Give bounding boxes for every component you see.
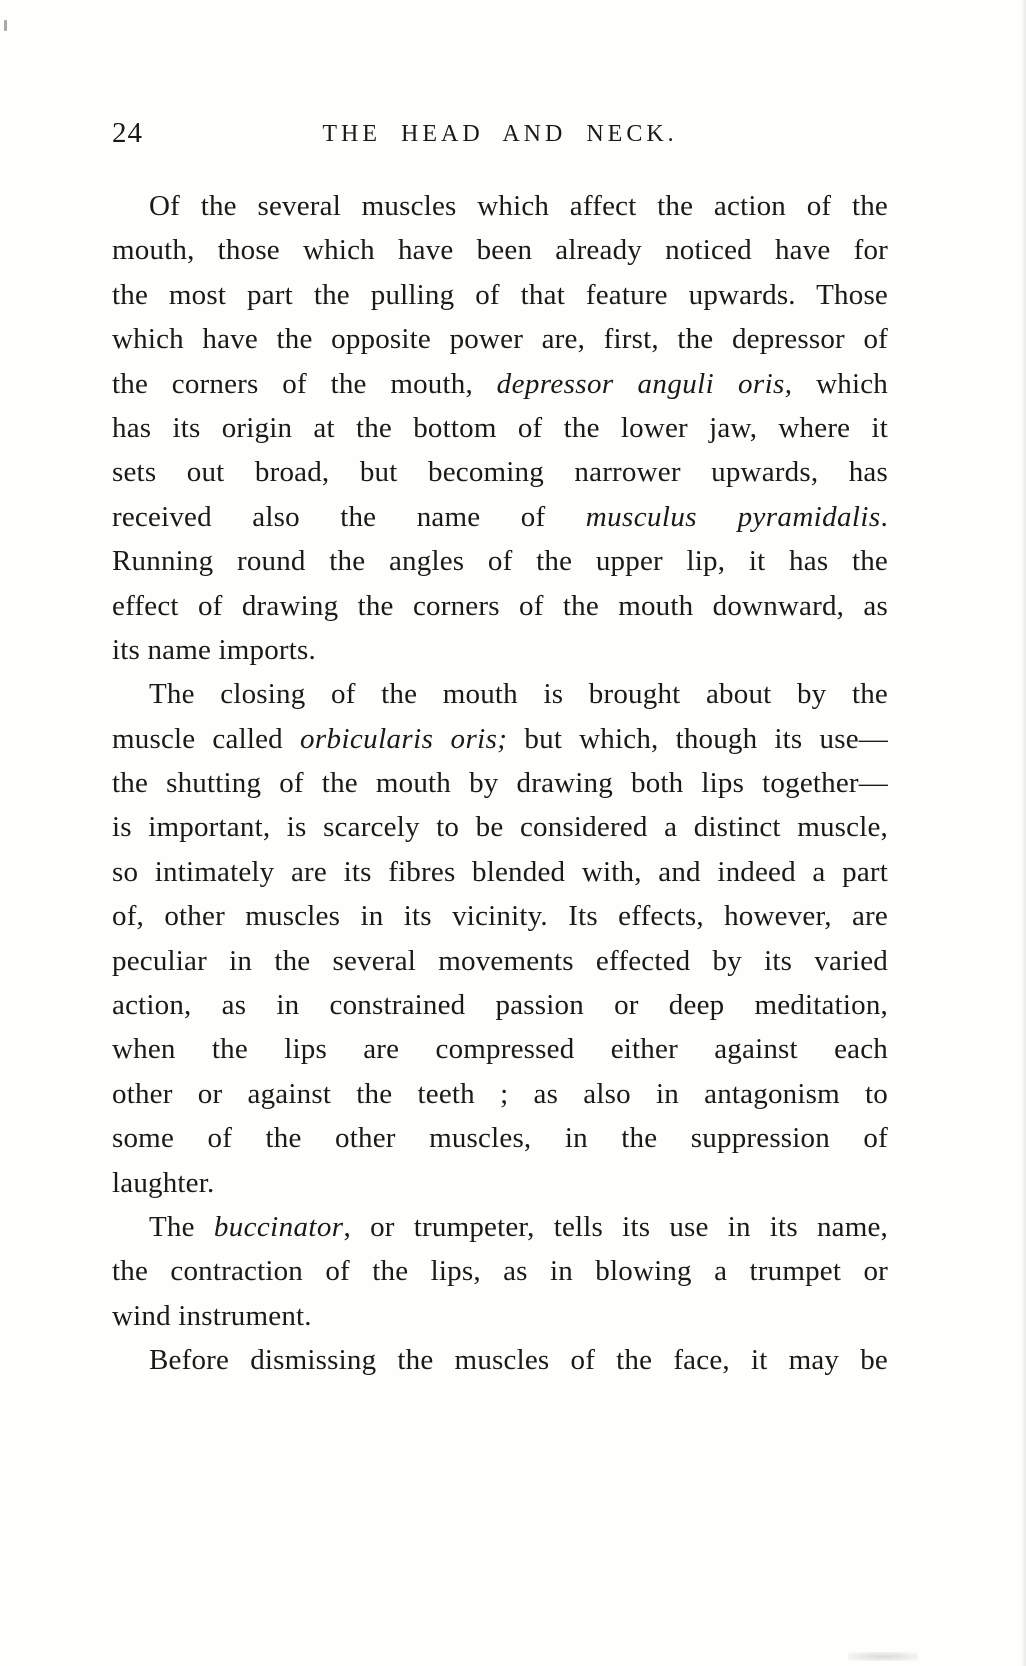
text-line	[112, 1161, 888, 1205]
text-line	[112, 1249, 888, 1293]
text-segment: laughter.	[112, 1166, 215, 1199]
text-segment: is important, is scarcely to be considered a distinct muscle,	[112, 811, 888, 844]
text-segment: so intimately are its fibres blended with, and indeed a part	[112, 855, 888, 888]
text-segment: , or trumpeter, tells its use in its name,	[343, 1210, 888, 1243]
text-line	[112, 939, 888, 983]
text-segment: the contraction of the lips, as in blowing a trumpet or	[112, 1255, 888, 1288]
text-segment: Of the several muscles which affect the action of the	[149, 190, 888, 222]
text-segment: Before dismissing the muscles of the face, it may be	[149, 1344, 888, 1377]
text-segment: its name imports.	[112, 633, 316, 666]
text-line	[112, 1338, 888, 1382]
text-segment: peculiar in the several movements effected by its varied	[112, 944, 888, 977]
text-segment: mouth, those which have been already noticed have for	[112, 234, 888, 267]
text-segment: The closing of the mouth is brought about by the	[149, 678, 888, 711]
text-block	[112, 184, 888, 1383]
text-line	[112, 894, 888, 938]
text-segment: The	[149, 1210, 214, 1243]
text-segment: which	[792, 367, 888, 400]
scan-noise-smudge	[848, 1652, 918, 1661]
text-segment: Running round the angles of the upper lip, it has the	[112, 545, 888, 578]
text-line	[112, 717, 888, 761]
text-line	[112, 362, 888, 406]
text-line	[112, 539, 888, 583]
text-segment: effect of drawing the corners of the mouth downward, as	[112, 589, 888, 622]
text-line	[112, 1072, 888, 1116]
text-segment: has its origin at the bottom of the lower jaw, where it	[112, 411, 888, 444]
text-segment: other or against the teeth ; as also in antagonism to	[112, 1077, 888, 1110]
text-line	[112, 184, 888, 228]
text-line	[112, 1027, 888, 1071]
text-line	[112, 1294, 888, 1338]
text-line	[112, 850, 888, 894]
italic-term: orbicularis oris;	[299, 722, 508, 755]
text-line	[112, 584, 888, 628]
text-segment: the shutting of the mouth by drawing both lips together—	[112, 767, 888, 800]
text-segment: sets out broad, but becoming narrower upwards, has	[112, 456, 888, 489]
text-line	[112, 1205, 888, 1249]
page-header	[112, 116, 888, 150]
text-segment: the most part the pulling of that feature upwards. Those	[112, 278, 888, 311]
text-segment: but which, though its use—	[507, 722, 888, 755]
page-number: 24	[112, 117, 143, 149]
text-segment: muscle called	[112, 722, 300, 755]
italic-term: depressor anguli oris,	[496, 367, 793, 400]
text-line	[112, 1116, 888, 1160]
text-segment: the corners of the mouth,	[112, 367, 497, 400]
text-segment: when the lips are compressed either against each	[112, 1033, 888, 1066]
italic-term: musculus pyramidalis	[585, 500, 881, 533]
italic-term: buccinator	[213, 1210, 344, 1243]
text-line	[112, 805, 888, 849]
text-line	[112, 672, 888, 716]
text-line	[112, 628, 888, 672]
scan-edge-shadow	[1021, 0, 1026, 1666]
text-segment: action, as in constrained passion or deep meditation,	[112, 989, 888, 1022]
text-line	[112, 273, 888, 317]
text-segment: wind instrument.	[112, 1299, 312, 1332]
text-line	[112, 983, 888, 1027]
text-segment: of, other muscles in its vicinity. Its effects, however, are	[112, 900, 888, 933]
text-line	[112, 761, 888, 805]
text-segment: received also the name of	[112, 500, 586, 533]
text-line	[112, 450, 888, 494]
running-title: THE HEAD AND NECK.	[322, 121, 678, 147]
text-line	[112, 406, 888, 450]
text-line	[112, 228, 888, 272]
text-segment: some of the other muscles, in the suppression of	[112, 1122, 888, 1155]
text-segment: .	[880, 500, 888, 533]
text-line	[112, 317, 888, 361]
text-line	[112, 495, 888, 539]
text-segment: which have the opposite power are, first, the depressor of	[112, 323, 888, 356]
scan-noise-speck	[4, 20, 7, 31]
